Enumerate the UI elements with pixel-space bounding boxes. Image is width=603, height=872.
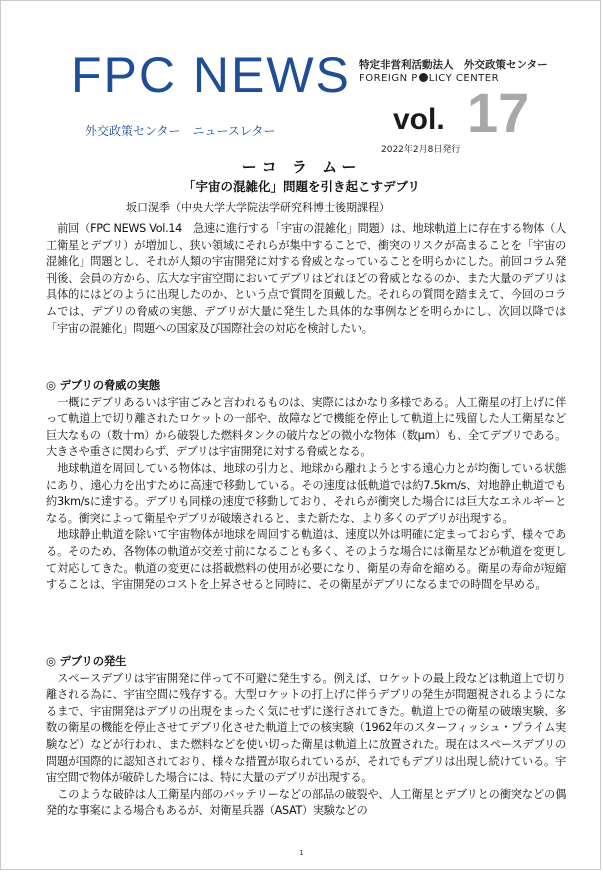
article-title: 「宇宙の混雑化」問題を引き起こすデブリ xyxy=(182,179,420,194)
globe-o-icon xyxy=(419,73,428,82)
section-heading xyxy=(46,377,566,394)
intro-paragraph: 前回（FPC NEWS Vol.14 急速に進行する「宇宙の混雑化」問題）は、地球軌道上に存在する物体（人工衛星とデブリ）が増加し、狭い領域にそれらが集中することで、衝突のリスクが高まることを「宇宙の混雑化」問題とし、それが人類の宇宙開発に対する脅威となっていることを明らかにした。前回コラム発刊後、会員の方から、広大な宇宙空間においてデブリはどれほどの脅威となるのか、また大量のデブリは具体的にはどのように出現したのか、という点で質問を頂戴した。それらの質問を踏まえて、今回のコラムでは、デブリの脅威の実態、デブリが大量に発生した具体的な事例などを明らかにし、次回以降では「宇宙の混雑化」問題への国家及び国際社会の対応を検討したい。 xyxy=(46,222,566,335)
org-en-part-2: LICY CENTER xyxy=(428,73,500,84)
org-en-part-1: FOREIGN P xyxy=(359,73,418,84)
section-heading xyxy=(46,653,566,670)
masthead-subtitle: 外交政策センター ニュースレター xyxy=(85,124,276,138)
article-author: 坂口滉季（中央大学大学院法学研究科博士後期課程） xyxy=(126,201,390,214)
section-threat xyxy=(46,377,566,594)
intro-section xyxy=(46,221,566,337)
paragraph: スペースデブリは宇宙開発に伴って不可避に発生する。例えば、ロケットの最上段などは軌道上で切り離される為に、宇宙空間に残存する。大型ロケットの打上げに伴うデブリの発生が問題視されるようになるまで、宇宙開発はデブリの出現をまったく気にせずに遂行されてきた。軌道上での衛星の破壊実験、多数の衛星の機能を停止させてデブリ化させた軌道上での核実験（1962年のスターフィッシュ・プライム実験など）などが行われ、また燃料などを使い切った衛星は軌道上に放置された。現在はスペースデブリの問題が国際的に認知されており、様々な措置が取られているが、それでもデブリは出現し続けている。宇宙空間で物体が破砕した場合には、特に大量のデブリが出現する。 xyxy=(46,671,566,785)
masthead-title: FPC NEWS xyxy=(71,47,351,103)
page-number: 1 xyxy=(299,849,304,857)
paragraph: 地球静止軌道を除いて宇宙物体が地球を周回する軌道は、速度以外は明確に定まっておらず、様々である。そのため、各物体の軌道が交差寸前になることも多く、そのような場合には衛星などが軌道を変更して対応してきた。軌道の変更には搭載燃料の使用が必要になり、衛星の寿命を縮める。衛星の寿命が短縮することは、宇宙開発のコストを上昇させると同時に、その衛星がデブリになるまでの時間を早める。 xyxy=(46,528,566,592)
paragraph: このような破砕は人工衛星内部のバッテリーなどの部品の破裂や、人工衛星とデブリとの衝突などの偶発的な事案による場合もあるが、対衛星兵器（ASAT）実験などの xyxy=(46,787,566,818)
column-label: ーコ ラ ムー xyxy=(241,158,362,176)
double-circle-icon: ◎ xyxy=(46,654,56,668)
section-origin xyxy=(46,653,566,820)
volume-number: 17 xyxy=(467,81,530,144)
paragraph: 一概にデブリあるいは宇宙ごみと言われるものは、実際にはかなり多様である。人工衛星の打上げに伴って軌道上で切り離されたロケットの一部や、故障などで機能を停止して軌道上に残留した人工衛星など巨大なもの（数十m）から破裂した燃料タンクの破片などの微小な物体（数μm）も、全てデブリである。大きさや重さに関わらず、デブリは宇宙開発に対する脅威となる。 xyxy=(46,395,566,459)
volume-label: vol. xyxy=(393,103,445,136)
section-heading-text: デブリの脅威の実態 xyxy=(59,378,160,392)
issue-date: 2022年2月8日発行 xyxy=(381,145,461,155)
organization-name-jp: 特定非営利活動法人 外交政策センター xyxy=(359,59,548,71)
double-circle-icon: ◎ xyxy=(46,378,56,392)
section-heading-text: デブリの発生 xyxy=(59,654,127,668)
paragraph: 地球軌道を周回している物体は、地球の引力と、地球から離れようとする遠心力とが均衡している状態にあり、遠心力を出すために高速で移動している。その速度は低軌道では約7.5km/s、対地静止軌道でも約3km/sに達する。デブリも同様の速度で移動しており、それらが衝突した場合には巨大なエネルギーとなる。衝突によって衛星やデブリが破壊されると、また新たな、より多くのデブリが出現する。 xyxy=(46,461,566,525)
